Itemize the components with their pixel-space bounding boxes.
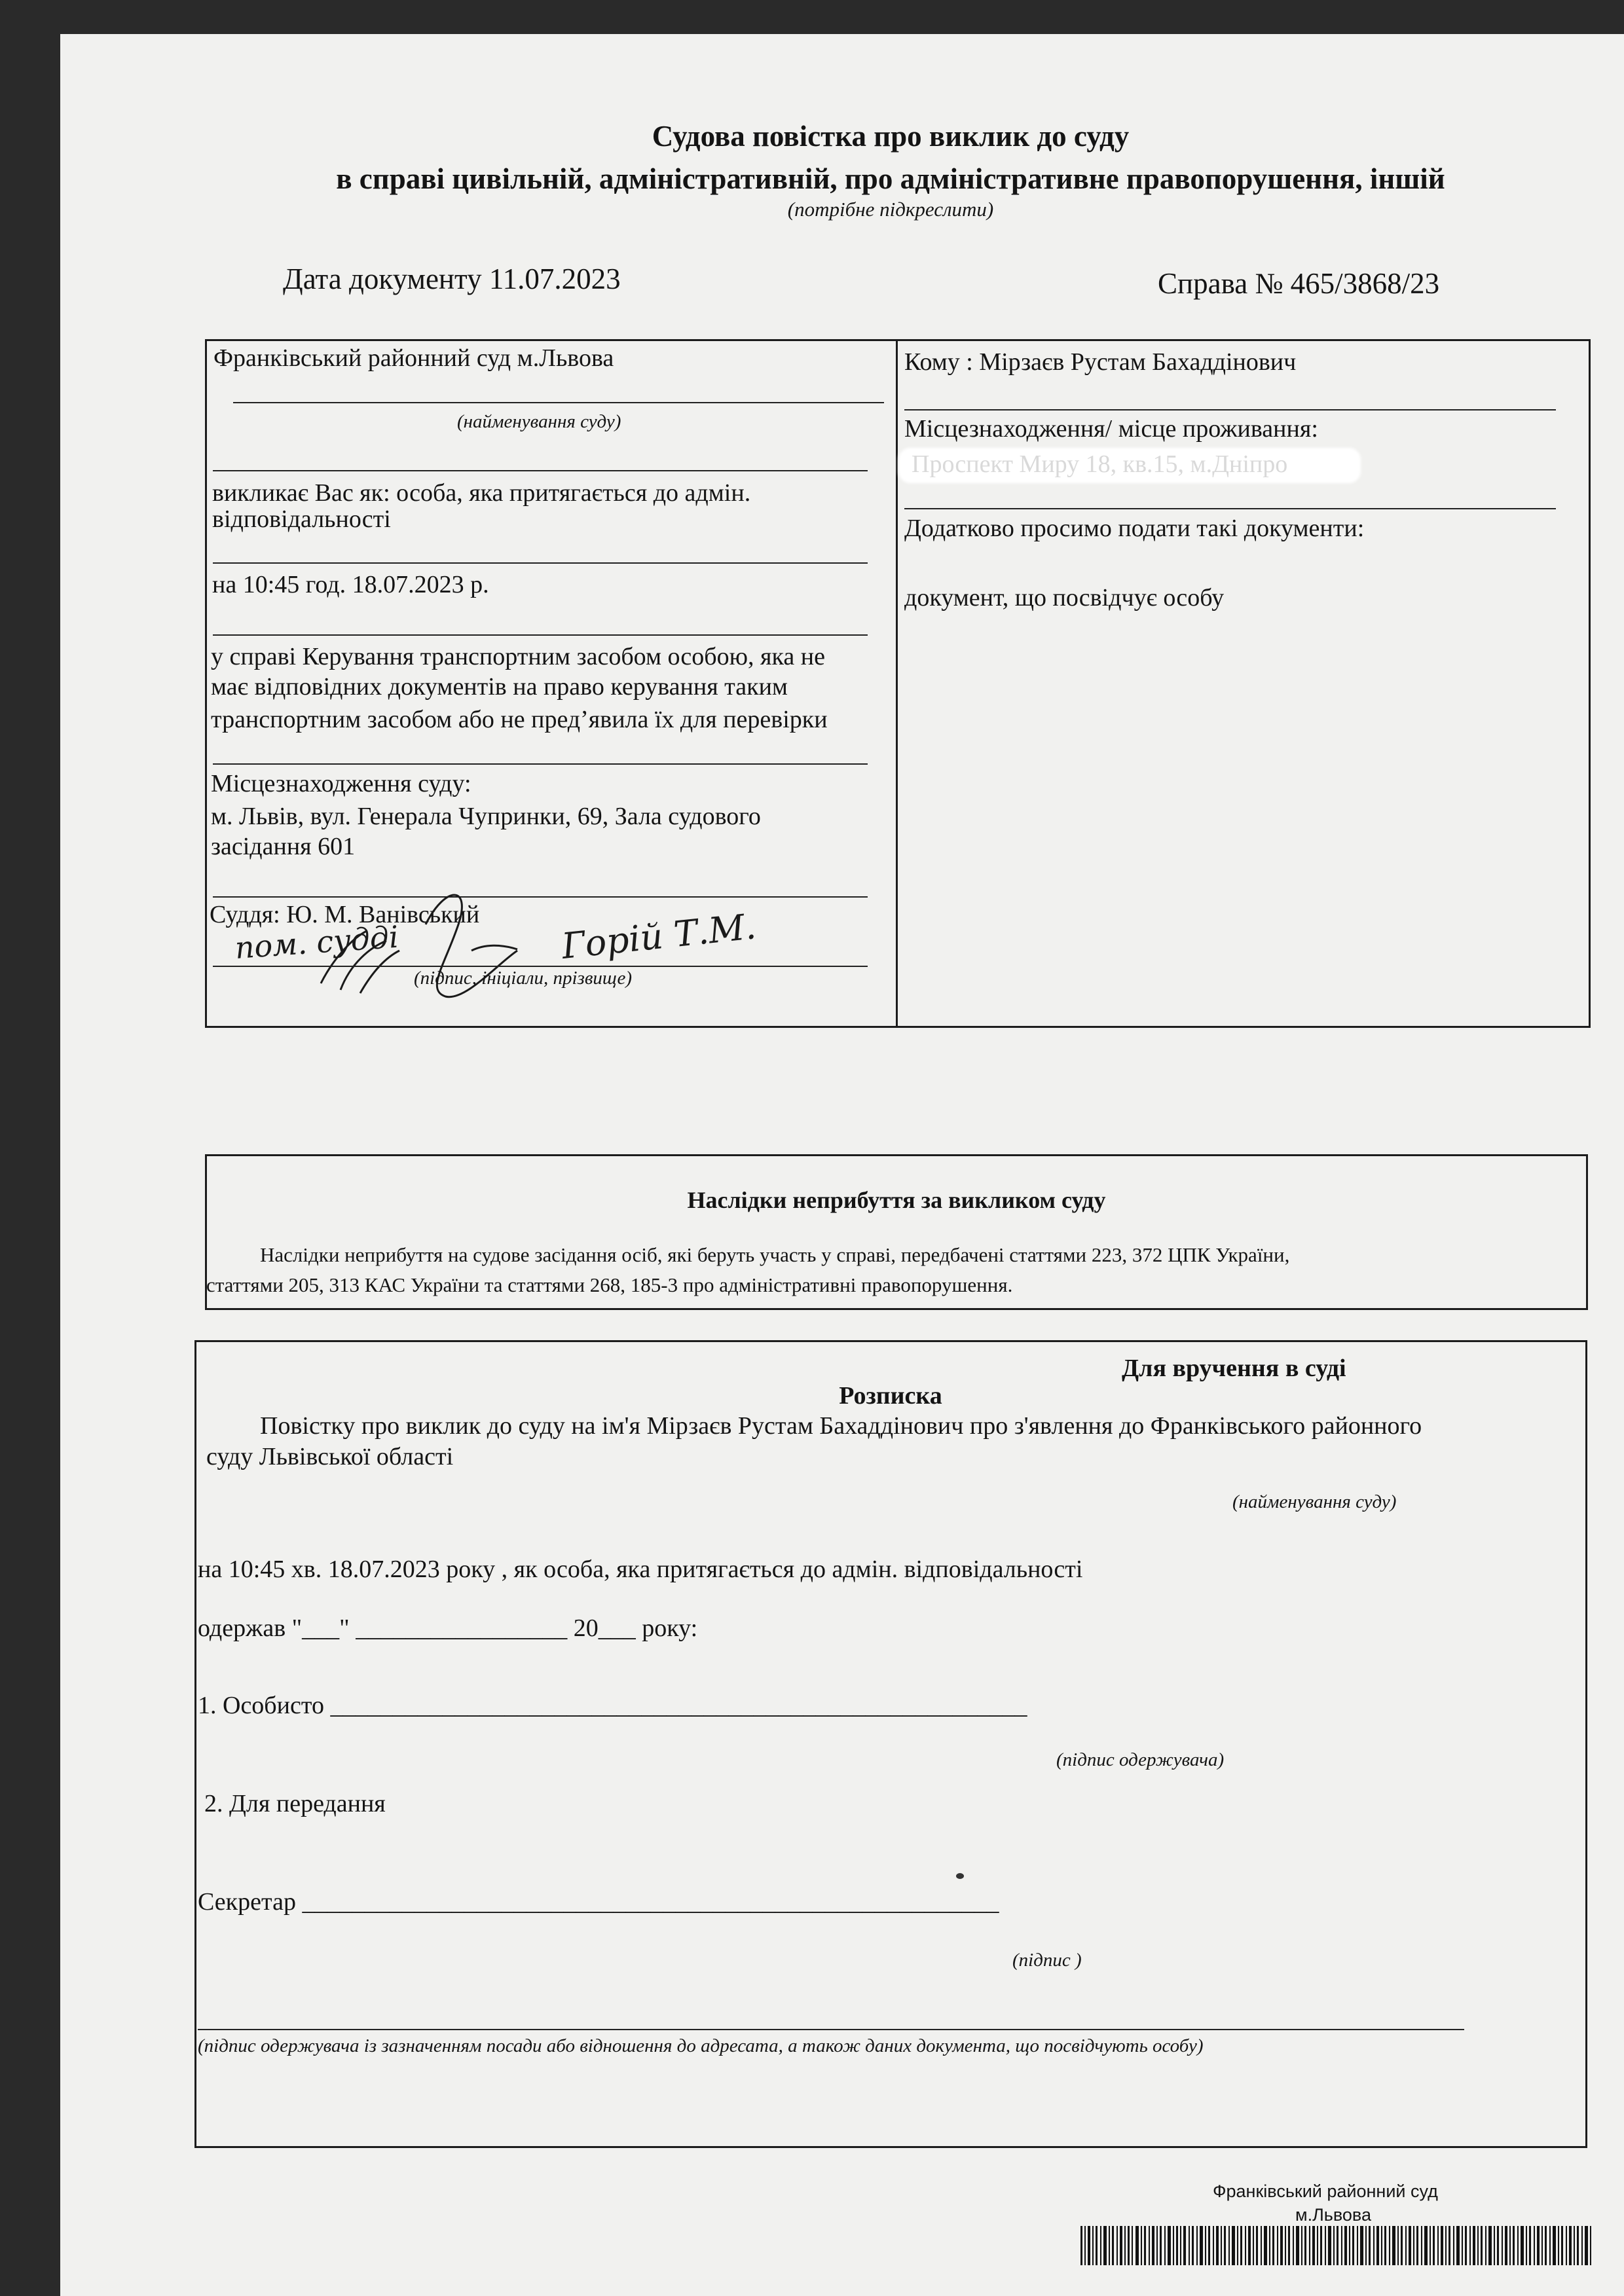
secretary-line: Секретар ________________________________________________________ bbox=[198, 1888, 999, 1916]
document-title: Судова повістка про виклик до суду bbox=[652, 120, 1130, 153]
for-court-label: Для вручення в суді bbox=[1122, 1355, 1346, 1382]
receipt-court-caption: (найменування суду) bbox=[1232, 1491, 1397, 1512]
address-value: Проспект Миру 18, кв.15, м.Дніпро bbox=[912, 450, 1288, 478]
consequences-title: Наслідки неприбуття за викликом суду bbox=[687, 1187, 1106, 1213]
court-name: Франківський районний суд м.Львова bbox=[213, 344, 614, 372]
recipient-signature-caption: (підпис одержувача) bbox=[1056, 1749, 1225, 1770]
document-date: Дата документу 11.07.2023 bbox=[283, 263, 621, 295]
received-date-line: одержав "___" _________________ 20___ року: bbox=[198, 1614, 698, 1642]
court-location-label: Місцезнаходження суду: bbox=[211, 770, 471, 797]
separator-line bbox=[213, 562, 868, 564]
case-description-line-2: має відповідних документів на право керування таким bbox=[211, 673, 788, 701]
separator-line bbox=[213, 763, 868, 765]
consequences-line-1: Наслідки неприбуття на судове засідання осіб, які беруть участь у справі, передбачені статтями 223, 372 ЦПК України, bbox=[260, 1243, 1290, 1266]
court-stamp-line-1: Франківський районний суд bbox=[1213, 2181, 1438, 2201]
signature-stroke bbox=[471, 945, 517, 951]
address-label: Місцезнаходження/ місце проживання: bbox=[904, 415, 1318, 443]
summons-role-line-2: відповідальності bbox=[212, 505, 391, 533]
handwritten-name: Горій Т.М. bbox=[559, 905, 758, 967]
separator-line bbox=[904, 508, 1556, 509]
receipt-title: Розписка bbox=[839, 1382, 942, 1410]
court-name-line bbox=[233, 402, 884, 403]
transfer-line: 2. Для передання bbox=[204, 1790, 386, 1817]
documents-label: Додатково просимо подати такі документи: bbox=[904, 515, 1365, 542]
personal-receipt-line: 1. Особисто ________________________________________________________ bbox=[198, 1692, 1027, 1719]
case-description-line-1: у справі Керування транспортним засобом особою, яка не bbox=[211, 643, 825, 670]
hearing-time: на 10:45 год. 18.07.2023 р. bbox=[212, 571, 489, 598]
receipt-time-line: на 10:45 хв. 18.07.2023 року , як особа, яка притягається до адмін. відповідальності bbox=[198, 1556, 1083, 1583]
separator-line bbox=[213, 470, 868, 471]
ink-spot bbox=[956, 1873, 964, 1879]
judge-signature-caption: (підпис, ініціали, прізвище) bbox=[414, 968, 633, 989]
receipt-line-2: суду Львівської області bbox=[206, 1443, 454, 1470]
underline-note: (потрібне підкреслити) bbox=[787, 198, 994, 221]
court-stamp-line-2: м.Львова bbox=[1295, 2205, 1371, 2225]
case-number: Справа № 465/3868/23 bbox=[1158, 267, 1440, 300]
case-description-line-3: транспортним засобом або не пред’явила їх для перевірки bbox=[211, 706, 828, 733]
separator-line bbox=[904, 409, 1556, 410]
consequences-line-2: статтями 205, 313 КАС України та статтями 268, 185-3 про адміністративні правопорушення. bbox=[206, 1273, 1013, 1296]
judge-name: Суддя: Ю. М. Ванівський bbox=[210, 901, 480, 928]
summons-role-line-1: викликає Вас як: особа, яка притягається до адмін. bbox=[212, 479, 751, 507]
recipient-name: Кому : Мірзаєв Рустам Бахаддінович bbox=[904, 348, 1297, 376]
column-divider bbox=[896, 339, 898, 1028]
barcode bbox=[1080, 2226, 1604, 2265]
separator-line bbox=[213, 634, 868, 636]
receipt-footer-line bbox=[198, 2029, 1464, 2030]
secretary-signature-caption: (підпис ) bbox=[1012, 1950, 1082, 1971]
receipt-line-1: Повістку про виклик до суду на ім'я Мірзаєв Рустам Бахаддінович про з'явлення до Франківського районного bbox=[260, 1412, 1422, 1440]
receipt-footer-caption: (підпис одержувача із зазначенням посади або відношення до адресата, а також даних документа, що посвідчують особу) bbox=[198, 2035, 1204, 2056]
handwritten-pom-suddi: пом. судді bbox=[234, 919, 400, 966]
judge-signature-line bbox=[213, 966, 868, 967]
court-location-line-2: засідання 601 bbox=[211, 833, 356, 860]
court-location-line-1: м. Львів, вул. Генерала Чупринки, 69, Зала судового bbox=[211, 803, 761, 830]
document-subtitle: в справі цивільній, адміністративній, про адміністративне правопорушення, іншій bbox=[336, 162, 1445, 195]
court-name-caption: (найменування суду) bbox=[457, 411, 621, 432]
documents-value: документ, що посвідчує особу bbox=[904, 584, 1225, 611]
